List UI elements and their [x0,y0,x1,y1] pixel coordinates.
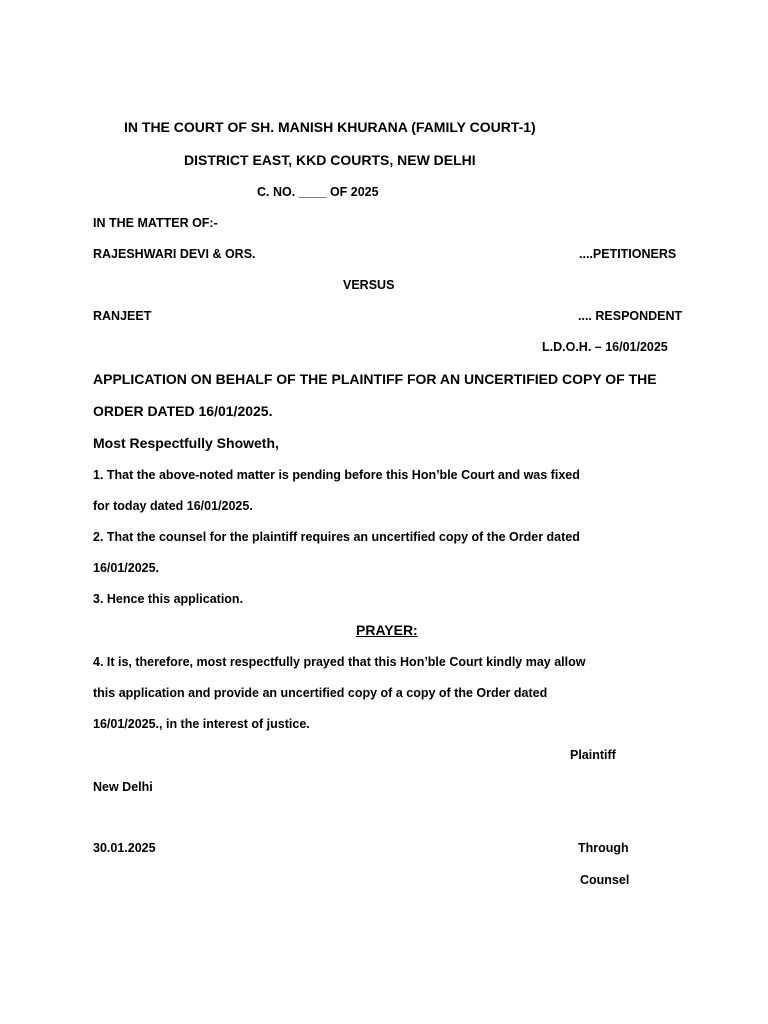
paragraph-2-line-1: 2. That the counsel for the plaintiff requires an uncertified copy of the Order dated [93,530,580,544]
prayer-heading: PRAYER: [356,622,418,638]
court-title: IN THE COURT OF SH. MANISH KHURANA (FAMILY COURT-1) [124,119,536,135]
petitioner-role: ....PETITIONERS [579,247,677,261]
respondent-role: .... RESPONDENT [578,309,683,323]
petitioner-name: RAJESHWARI DEVI & ORS. [93,247,256,261]
paragraph-4-line-3: 16/01/2025., in the interest of justice. [93,717,310,731]
matter-label: IN THE MATTER OF:- [93,216,218,230]
application-title-line-2: ORDER DATED 16/01/2025. [93,403,273,419]
ldoh-date: L.D.O.H. – 16/01/2025 [542,340,668,354]
versus-label: VERSUS [343,278,395,292]
application-title-line-1: APPLICATION ON BEHALF OF THE PLAINTIFF FOR AN UNCERTIFIED COPY OF THE [93,371,657,387]
through-label: Through [578,841,629,855]
plaintiff-signature-label: Plaintiff [570,748,616,762]
counsel-label: Counsel [580,873,630,887]
paragraph-4-line-1: 4. It is, therefore, most respectfully prayed that this Hon’ble Court kindly may allow [93,655,586,669]
paragraph-4-line-2: this application and provide an uncertified copy of a copy of the Order dated [93,686,548,700]
paragraph-3: 3. Hence this application. [93,592,244,606]
date-label: 30.01.2025 [93,841,156,855]
paragraph-1-line-1: 1. That the above-noted matter is pending before this Hon’ble Court and was fixed [93,468,580,482]
salutation: Most Respectfully Showeth, [93,435,279,451]
respondent-name: RANJEET [93,309,152,323]
paragraph-1-line-2: for today dated 16/01/2025. [93,499,253,513]
paragraph-2-line-2: 16/01/2025. [93,561,160,575]
case-number: C. NO. ____ OF 2025 [257,185,379,199]
place-label: New Delhi [93,780,153,794]
district-line: DISTRICT EAST, KKD COURTS, NEW DELHI [184,152,476,168]
